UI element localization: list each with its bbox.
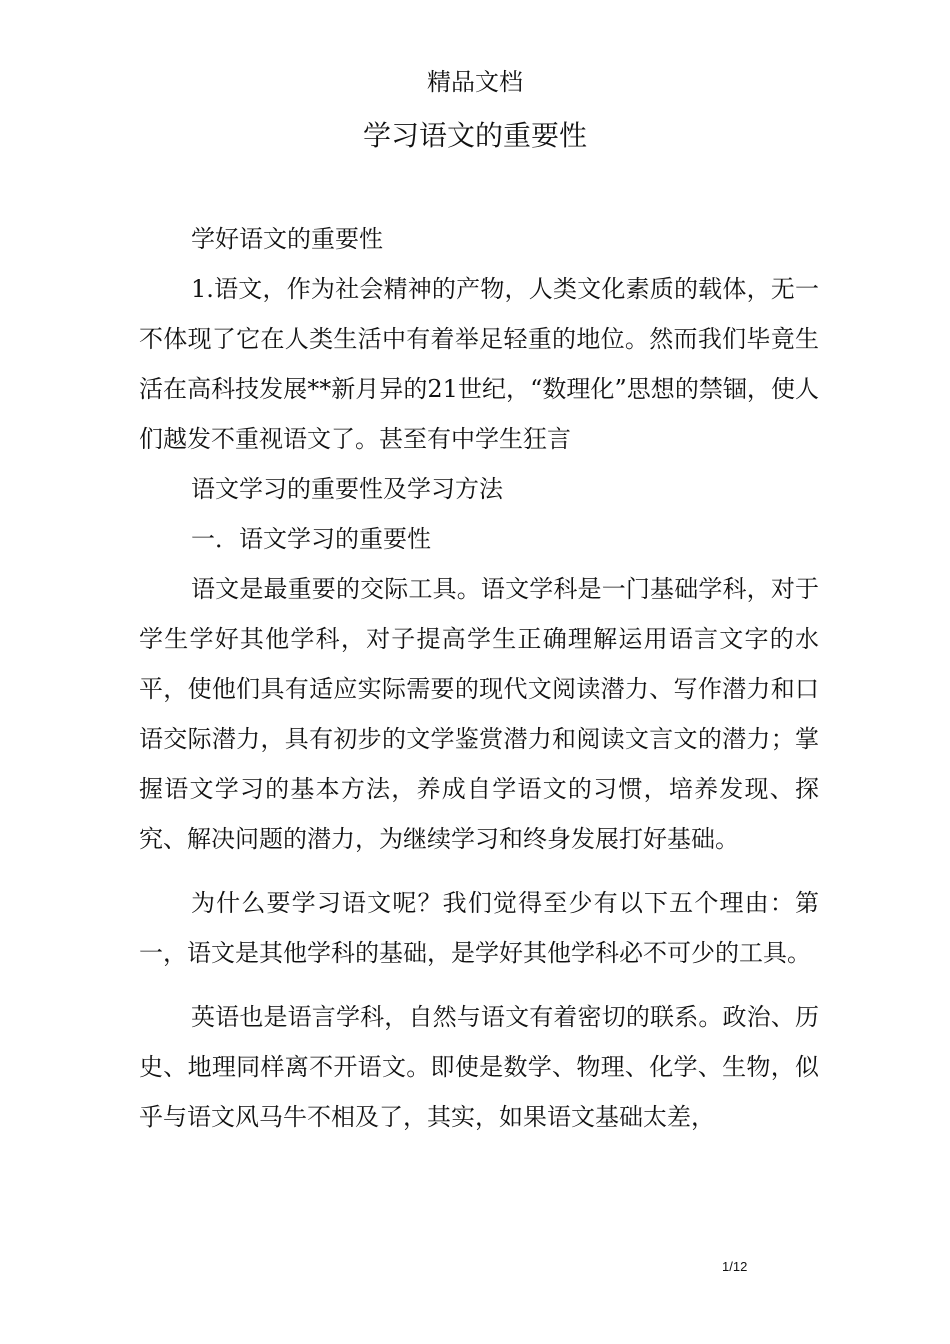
page-header-label: 精品文档 — [427, 68, 523, 96]
section-heading: 一．语文学习的重要性 — [191, 525, 431, 553]
paragraph: 语文是最重要的交际工具。语文学科是一门基础学科，对于学生学好其他学科，对子提高学生正确理解运用语言文字的水平，使他们具有适应实际需要的现代文阅读潜力、写作潜力和口语交际潜力，具有初步的文学鉴赏潜力和阅读文言文的潜力；掌握语文学习的基本方法，养成自学语文的习惯，培养发现、探究、解决问题的潜力，为继续学习和终身发展打好基础。 — [139, 575, 819, 853]
paragraph: 1.语文，作为社会精神的产物，人类文化素质的载体，无一不体现了它在人类生活中有着举足轻重的地位。然而我们毕竟生活在高科技发展**新月异的21世纪，“数理化”思想的禁锢，使人们越发不重视语文了。甚至有中学生狂言 — [139, 275, 819, 453]
document-body — [139, 214, 819, 1142]
paragraph: 英语也是语言学科，自然与语文有着密切的联系。政治、历史、地理同样离不开语文。即使是数学、物理、化学、生物，似乎与语文风马牛不相及了，其实，如果语文基础太差， — [139, 1003, 819, 1131]
paragraph-heading: 语文学习的重要性及学习方法 — [191, 475, 503, 503]
page-number: 1/12 — [722, 1259, 748, 1274]
paragraph-heading: 学好语文的重要性 — [191, 225, 383, 253]
paragraph: 为什么要学习语文呢？我们觉得至少有以下五个理由：第一，语文是其他学科的基础，是学好其他学科必不可少的工具。 — [139, 889, 819, 967]
document-title: 学习语文的重要性 — [362, 119, 587, 152]
